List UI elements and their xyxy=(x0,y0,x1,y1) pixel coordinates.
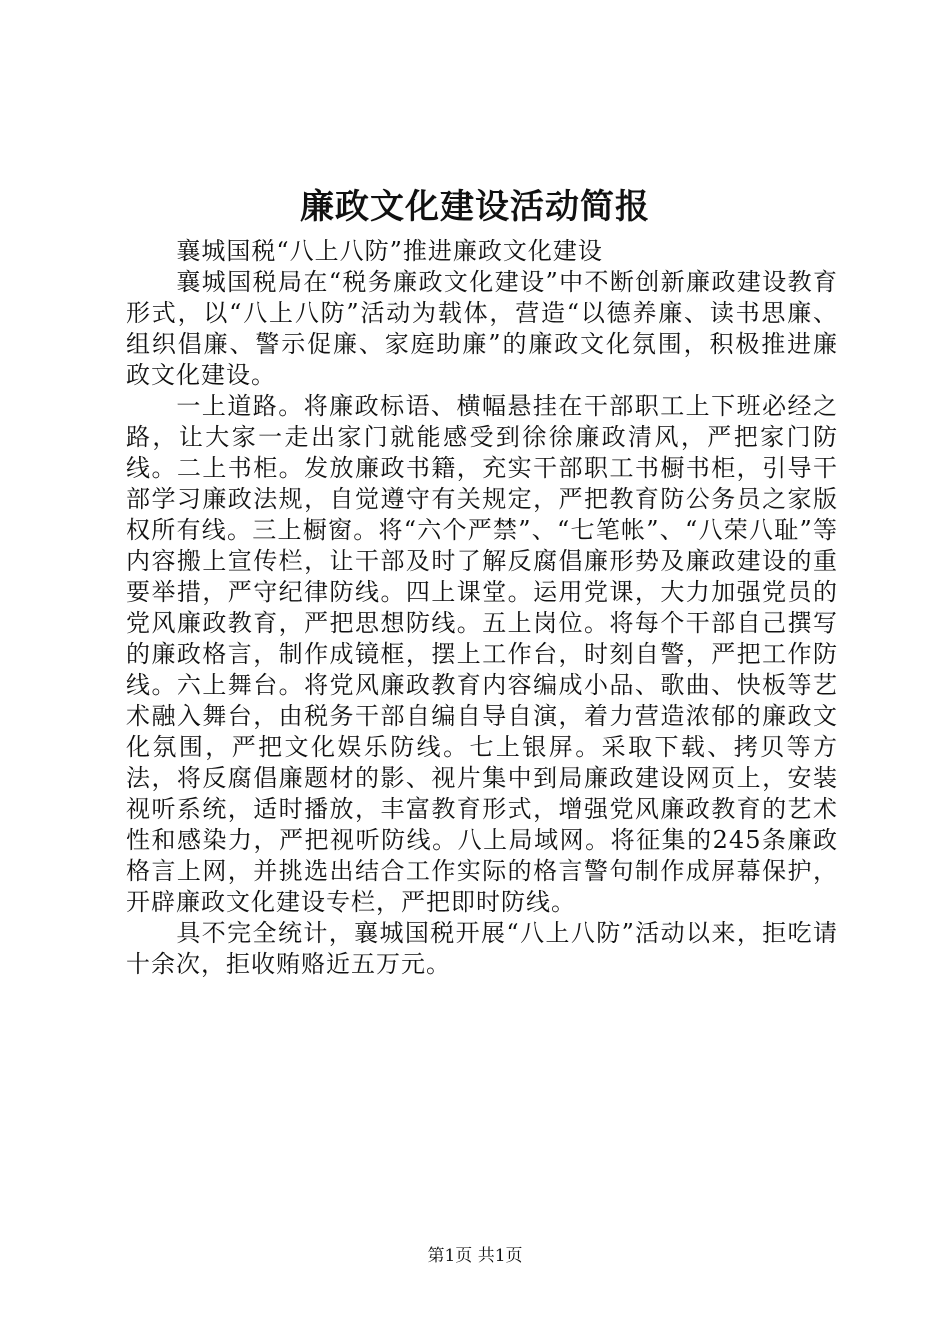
document-title: 廉政文化建设活动简报 xyxy=(300,187,650,227)
page-number-footer: 第1页 共1页 xyxy=(427,1246,523,1266)
statistics-paragraph: 具不完全统计，襄城国税开展“八上八防”活动以来，拒吃请十余次，拒收贿赂近五万元。 xyxy=(126,919,838,978)
document-body xyxy=(126,236,838,980)
subtitle-paragraph: 襄城国税“八上八防”推进廉政文化建设 xyxy=(176,237,603,265)
intro-paragraph: 襄城国税局在“税务廉政文化建设”中不断创新廉政建设教育形式，以“八上八防”活动为载体，营造“以德养廉、读书思廉、组织倡廉、警示促廉、家庭助廉”的廉政文化氛围，积极推进廉政文化建设。 xyxy=(126,268,838,389)
activities-paragraph: 一上道路。将廉政标语、横幅悬挂在干部职工上下班必经之路，让大家一走出家门就能感受到徐徐廉政清风，严把家门防线。二上书柜。发放廉政书籍，充实干部职工书橱书柜，引导干部学习廉政法规，自觉遵守有关规定，严把教育防公务员之家版权所有线。三上橱窗。将“六个严禁”、“七笔帐”、“八荣八耻”等内容搬上宣传栏，让干部及时了解反腐倡廉形势及廉政建设的重要举措，严守纪律防线。四上课堂。运用党课，大力加强党员的党风廉政教育，严把思想防线。五上岗位。将每个干部自己撰写的廉政格言，制作成镜框，摆上工作台，时刻自警，严把工作防线。六上舞台。将党风廉政教育内容编成小品、歌曲、快板等艺术融入舞台，由税务干部自编自导自演，着力营造浓郁的廉政文化氛围，严把文化娱乐防线。七上银屏。采取下载、拷贝等方法，将反腐倡廉题材的影、视片集中到局廉政建设网页上，安装视听系统，适时播放，丰富教育形式，增强党风廉政教育的艺术性和感染力，严把视听防线。八上局域网。将征集的245条廉政格言上网，并挑选出结合工作实际的格言警句制作成屏幕保护，开辟廉政文化建设专栏，严把即时防线。 xyxy=(126,392,838,916)
